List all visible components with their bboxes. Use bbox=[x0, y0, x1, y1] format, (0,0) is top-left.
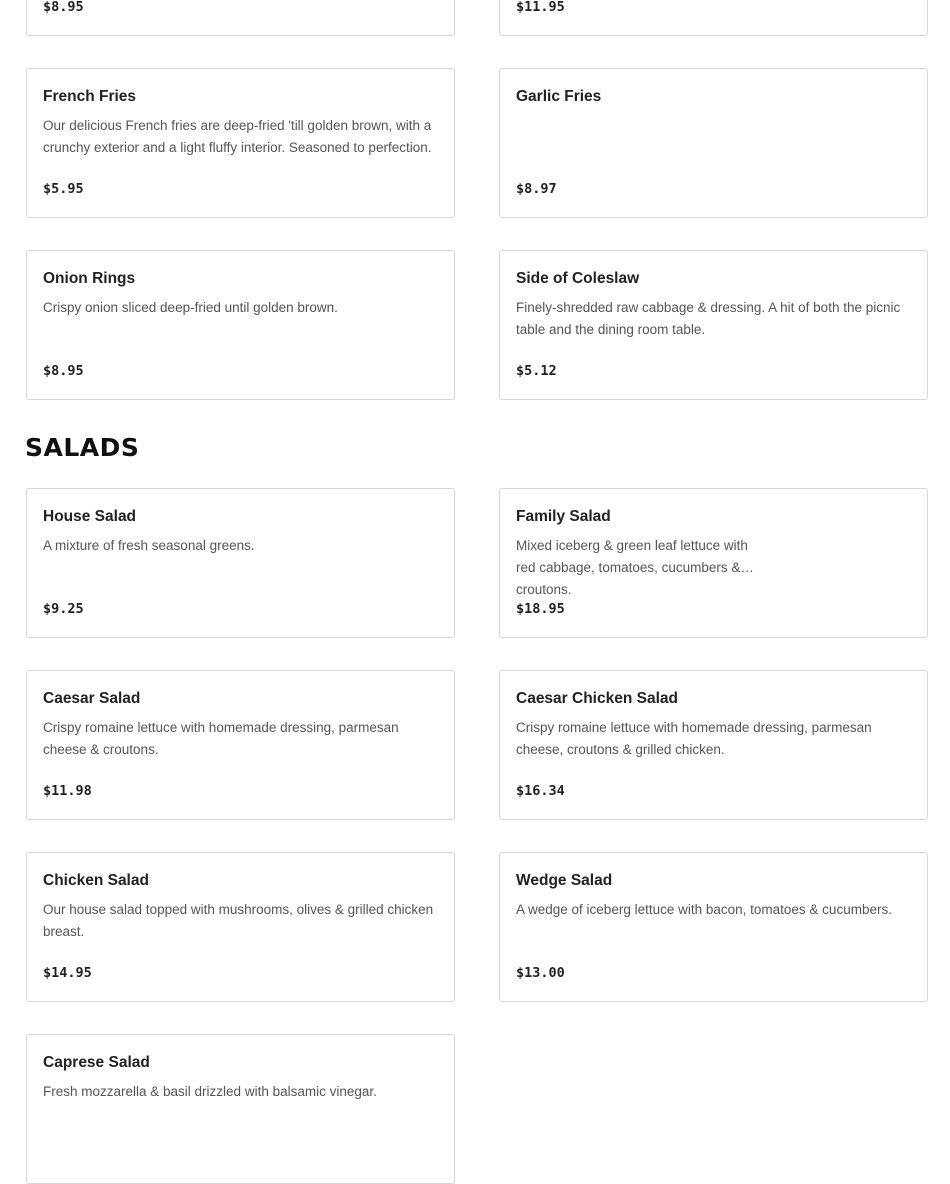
item-name: Family Salad bbox=[516, 508, 611, 525]
item-name: Wedge Salad bbox=[516, 872, 613, 889]
menu-item-house-salad[interactable] bbox=[26, 488, 455, 638]
item-price: $8.95 bbox=[43, 363, 84, 379]
item-price: $14.95 bbox=[43, 965, 92, 981]
menu-item-caesar-chicken-salad[interactable] bbox=[499, 670, 928, 820]
sides-partial-row bbox=[26, 0, 928, 36]
item-name: Caesar Chicken Salad bbox=[516, 690, 678, 707]
menu-item-caesar-salad[interactable] bbox=[26, 670, 455, 820]
item-description: Finely-shredded raw cabbage & dressing. A hit of both the picnic table and the dining room table. bbox=[516, 300, 901, 337]
menu-item-chicken-salad[interactable] bbox=[26, 852, 455, 1002]
menu-item-onion-rings[interactable] bbox=[26, 250, 455, 400]
item-description: A mixture of fresh seasonal greens. bbox=[43, 538, 255, 553]
item-description: A wedge of iceberg lettuce with bacon, tomatoes & cucumbers. bbox=[516, 902, 892, 917]
item-description: Fresh mozzarella & basil drizzled with balsamic vinegar. bbox=[43, 1084, 377, 1099]
item-price: $8.97 bbox=[516, 181, 557, 197]
item-price: $5.12 bbox=[516, 363, 557, 379]
item-name: Onion Rings bbox=[43, 270, 136, 287]
item-description: Mixed iceberg & green leaf lettuce with red cabbage, tomatoes, cucumbers & croutons. bbox=[516, 538, 748, 597]
item-description: Our house salad topped with mushrooms, olives & grilled chicken breast. bbox=[43, 902, 434, 939]
menu-item-card[interactable] bbox=[26, 0, 455, 36]
item-name: French Fries bbox=[43, 88, 137, 105]
menu-item-card[interactable] bbox=[499, 0, 928, 36]
item-price: $11.98 bbox=[43, 783, 92, 799]
item-name: House Salad bbox=[43, 508, 137, 525]
item-description: Crispy romaine lettuce with homemade dressing, parmesan cheese & croutons. bbox=[43, 720, 399, 757]
item-price: $5.95 bbox=[43, 181, 84, 197]
menu-item-family-salad[interactable] bbox=[499, 488, 928, 638]
item-price: $13.00 bbox=[516, 965, 565, 981]
item-price: $16.34 bbox=[516, 783, 565, 799]
menu-item-french-fries[interactable] bbox=[26, 68, 455, 218]
menu-item-garlic-fries[interactable] bbox=[499, 68, 928, 218]
item-description: Crispy romaine lettuce with homemade dressing, parmesan cheese, croutons & grilled chicken. bbox=[516, 720, 872, 757]
menu-item-caprese-salad[interactable] bbox=[26, 1034, 455, 1184]
item-name: Chicken Salad bbox=[43, 872, 149, 889]
item-description: Crispy onion sliced deep-fried until golden brown. bbox=[43, 300, 338, 315]
item-price: $11.95 bbox=[516, 0, 565, 15]
sides-grid bbox=[26, 68, 928, 400]
item-name: Side of Coleslaw bbox=[516, 270, 640, 287]
item-name: Caesar Salad bbox=[43, 690, 141, 707]
item-name: Garlic Fries bbox=[516, 88, 602, 105]
menu-item-side-of-coleslaw[interactable] bbox=[499, 250, 928, 400]
item-description: Our delicious French fries are deep-fried 'till golden brown, with a crunchy exterior and a light fluffy interior. Seasoned to perfection. bbox=[43, 118, 432, 155]
item-price: $9.25 bbox=[43, 601, 84, 617]
item-price: $8.95 bbox=[43, 0, 84, 15]
item-price: $18.95 bbox=[516, 601, 565, 617]
menu-item-wedge-salad[interactable] bbox=[499, 852, 928, 1002]
item-name: Caprese Salad bbox=[43, 1054, 150, 1071]
section-heading-salads: SALADS bbox=[25, 433, 140, 462]
salads-grid bbox=[26, 488, 928, 1184]
